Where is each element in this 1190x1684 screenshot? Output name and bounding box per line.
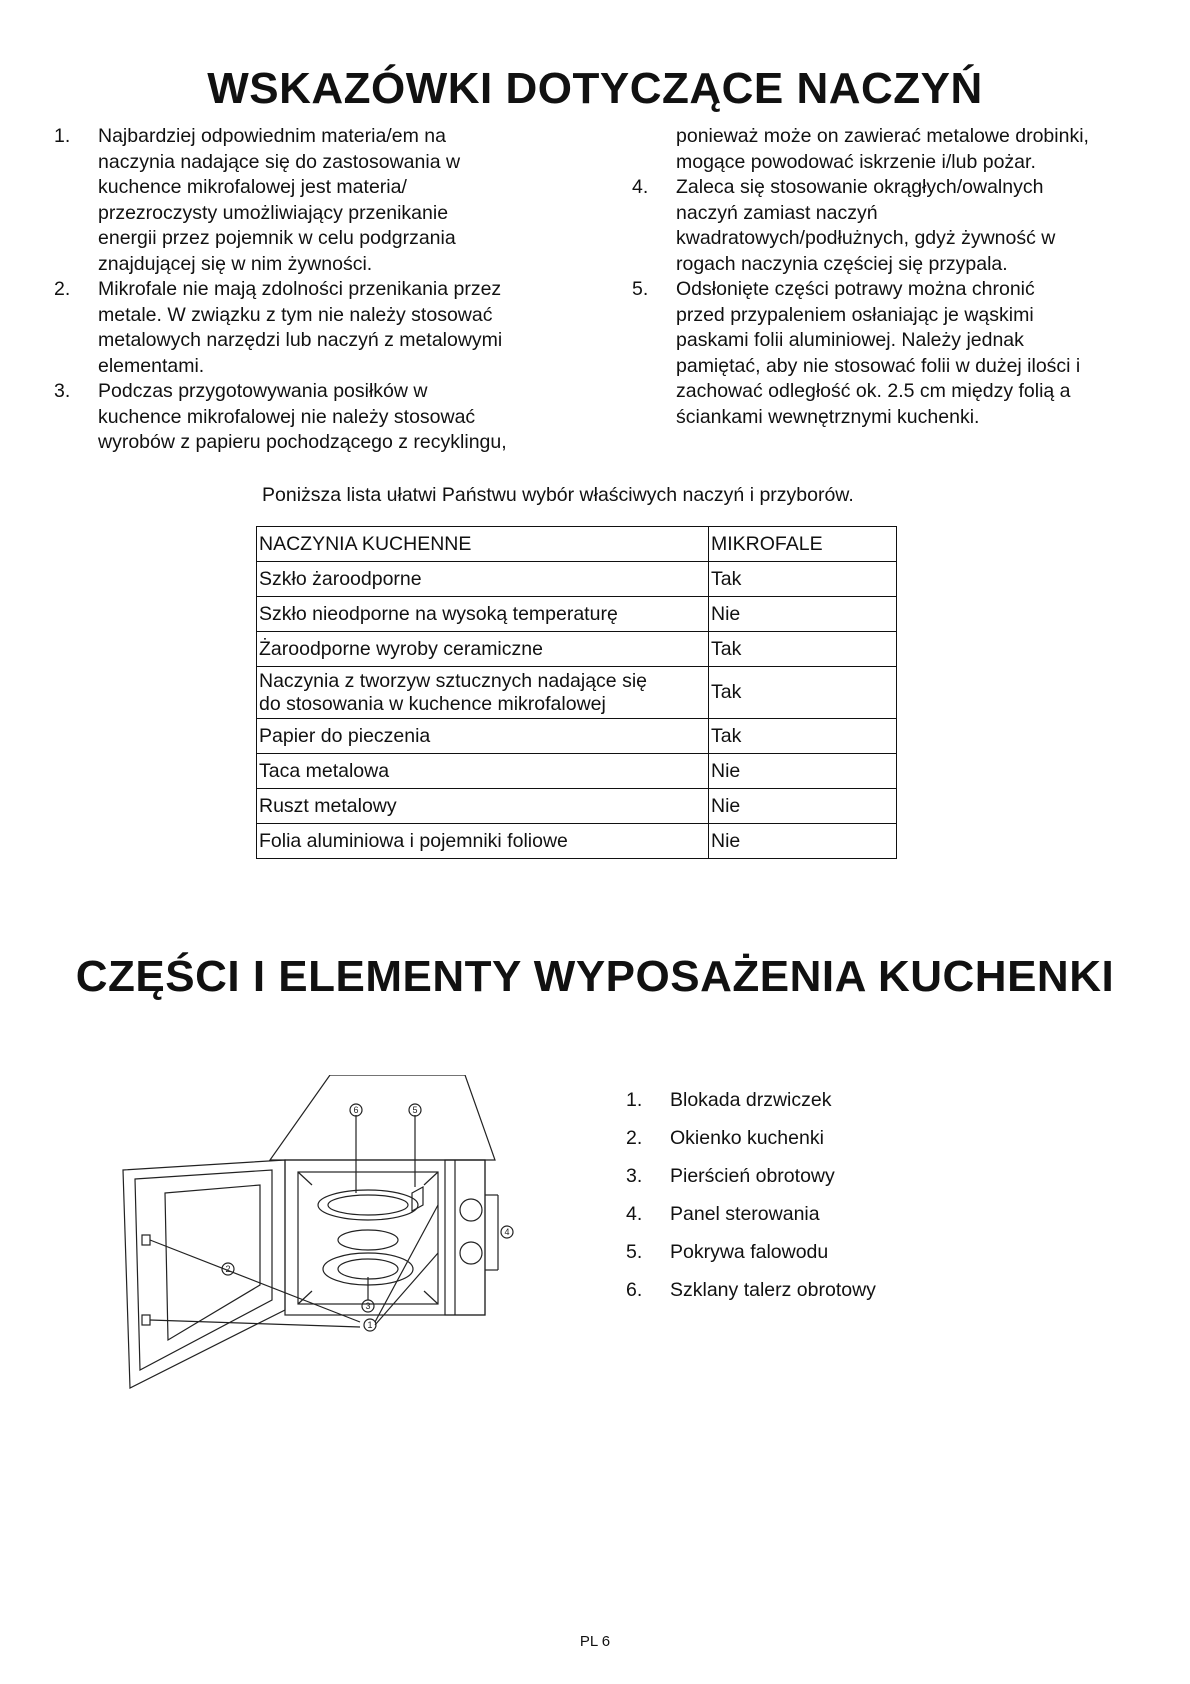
marker-label-1: 1 xyxy=(367,1320,373,1330)
cookware-line: Szkło żaroodporne xyxy=(259,567,422,590)
instruction-line: zachować odległość ok. 2.5 cm między folią a xyxy=(676,380,1071,402)
instruction-line: rogach naczynia częściej się przypala. xyxy=(676,252,1008,275)
cookware-table xyxy=(256,526,897,859)
microwave-diagram xyxy=(120,1075,590,1395)
instruction-line: przezroczysty umożliwiający przenikanie xyxy=(98,201,449,224)
microwave-top xyxy=(270,1075,495,1160)
instruction-line: wyrobów z papieru pochodzącego z recyklingu, xyxy=(98,431,507,453)
cookware-line: Szkło nieodporne na wysoką temperaturę xyxy=(259,602,618,625)
item-number: 3. xyxy=(54,380,71,402)
section-title-parts: CZĘŚCI I ELEMENTY WYPOSAŻENIA KUCHENKI xyxy=(75,952,1115,1001)
instruction-item xyxy=(54,277,574,379)
part-number: 4. xyxy=(626,1203,643,1225)
instruction-line: kuchence mikrofalowej nie należy stosować xyxy=(98,405,476,428)
part-number: 3. xyxy=(626,1165,643,1187)
header-cookware: NACZYNIA KUCHENNE xyxy=(257,527,709,562)
page-number: PL 6 xyxy=(579,1633,611,1650)
marker-label-6: 6 xyxy=(353,1105,359,1115)
control-knob-bottom xyxy=(460,1242,482,1264)
instruction-line: Mikrofale nie mają zdolności przenikania przez xyxy=(98,278,502,300)
table-row xyxy=(257,719,897,754)
cookware-line: Żaroodporne wyroby ceramiczne xyxy=(259,637,543,660)
part-item xyxy=(626,1088,876,1126)
part-label: Pierścień obrotowy xyxy=(670,1165,835,1187)
control-knob-top xyxy=(460,1199,482,1221)
table-row xyxy=(257,667,897,719)
cookware-cell xyxy=(257,719,709,754)
cookware-line: do stosowania w kuchence mikrofalowej xyxy=(259,692,606,715)
microwave-safe-cell: Tak xyxy=(709,667,897,719)
item-number: 2. xyxy=(54,278,71,300)
part-label: Panel sterowania xyxy=(670,1203,820,1225)
item-number: 4. xyxy=(632,176,649,198)
part-number: 1. xyxy=(626,1089,643,1111)
instruction-line: kuchence mikrofalowej jest materia/ xyxy=(98,176,407,198)
instruction-line: naczynia nadające się do zastosowania w xyxy=(98,150,461,173)
item-number: 5. xyxy=(632,278,649,300)
instruction-item xyxy=(54,124,574,277)
instruction-line: ściankami wewnętrznymi kuchenki. xyxy=(676,405,980,428)
instruction-line: energii przez pojemnik w celu podgrzania xyxy=(98,227,456,249)
control-panel xyxy=(445,1160,485,1315)
cookware-line: Ruszt metalowy xyxy=(259,794,397,817)
instruction-line: Zaleca się stosowanie okrągłych/owalnych xyxy=(676,176,1044,198)
cookware-cell xyxy=(257,824,709,859)
part-item xyxy=(626,1164,876,1202)
part-item xyxy=(626,1278,876,1316)
parts-list xyxy=(626,1088,876,1316)
cookware-cell xyxy=(257,667,709,719)
instruction-line: ponieważ może on zawierać metalowe drobinki, xyxy=(676,125,1089,147)
table-row xyxy=(257,824,897,859)
part-number: 6. xyxy=(626,1279,643,1301)
table-row xyxy=(257,789,897,824)
table-row xyxy=(257,632,897,667)
part-label: Blokada drzwiczek xyxy=(670,1089,832,1111)
marker-label-4: 4 xyxy=(504,1227,510,1237)
table-row xyxy=(257,754,897,789)
instruction-line: naczyń zamiast naczyń xyxy=(676,201,878,224)
section-title-cookware: WSKAZÓWKI DOTYCZĄCE NACZYŃ xyxy=(207,64,983,113)
instruction-line: znajdującej się w nim żywności. xyxy=(98,252,373,275)
instruction-line: paskami folii aluminiowej. Należy jednak xyxy=(676,329,1024,351)
microwave-safe-cell: Nie xyxy=(709,754,897,789)
oven-door xyxy=(123,1160,285,1388)
instruction-item xyxy=(632,175,1152,277)
instruction-line: Podczas przygotowywania posiłków w xyxy=(98,380,428,402)
instruction-item xyxy=(632,277,1152,430)
microwave-safe-cell: Tak xyxy=(709,632,897,667)
roller-ring xyxy=(338,1230,398,1250)
instruction-line: kwadratowych/podłużnych, gdyż żywność w xyxy=(676,227,1056,249)
marker-label-3: 3 xyxy=(365,1301,371,1311)
instruction-line: elementami. xyxy=(98,354,205,377)
cookware-line: Folia aluminiowa i pojemniki foliowe xyxy=(259,829,568,852)
part-label: Okienko kuchenki xyxy=(670,1127,824,1149)
cookware-cell xyxy=(257,789,709,824)
part-number: 5. xyxy=(626,1241,643,1263)
table-intro: Poniższa lista ułatwi Państwu wybór właściwych naczyń i przyborów. xyxy=(262,484,854,506)
instructions-left-column xyxy=(54,124,574,456)
microwave-safe-cell: Nie xyxy=(709,597,897,632)
cookware-line: Papier do pieczenia xyxy=(259,724,431,747)
microwave-safe-cell: Tak xyxy=(709,562,897,597)
cookware-cell xyxy=(257,632,709,667)
instructions-right-column xyxy=(632,124,1152,430)
part-number: 2. xyxy=(626,1127,643,1149)
part-item xyxy=(626,1202,876,1240)
instruction-line: metalowych narzędzi lub naczyń z metalowymi xyxy=(98,329,503,351)
cookware-cell xyxy=(257,562,709,597)
part-label: Szklany talerz obrotowy xyxy=(670,1279,876,1301)
instruction-item xyxy=(632,124,1152,175)
instruction-item xyxy=(54,379,574,456)
marker-label-5: 5 xyxy=(412,1105,418,1115)
instruction-line: przed przypaleniem osłaniając je wąskimi xyxy=(676,303,1034,326)
item-number: 1. xyxy=(54,125,71,147)
marker-label-2: 2 xyxy=(225,1264,231,1274)
microwave-safe-cell: Nie xyxy=(709,789,897,824)
header-microwave: MIKROFALE xyxy=(709,527,897,562)
table-row xyxy=(257,562,897,597)
table-row xyxy=(257,597,897,632)
microwave-safe-cell: Nie xyxy=(709,824,897,859)
instruction-line: metale. W związku z tym nie należy stosować xyxy=(98,303,493,326)
table-header-row xyxy=(257,527,897,562)
door-window xyxy=(165,1185,260,1340)
part-label: Pokrywa falowodu xyxy=(670,1241,829,1263)
cookware-line: Taca metalowa xyxy=(259,759,390,782)
cookware-line: Naczynia z tworzyw sztucznych nadające się xyxy=(259,669,647,692)
microwave-safe-cell: Tak xyxy=(709,719,897,754)
part-item xyxy=(626,1126,876,1164)
cookware-cell xyxy=(257,754,709,789)
instruction-line: Najbardziej odpowiednim materia/em na xyxy=(98,125,446,147)
instruction-line: pamiętać, aby nie stosować folii w dużej ilości i xyxy=(676,354,1081,377)
instruction-line: Odsłonięte części potrawy można chronić xyxy=(676,278,1035,300)
instruction-line: mogące powodować iskrzenie i/lub pożar. xyxy=(676,150,1036,173)
part-item xyxy=(626,1240,876,1278)
cookware-cell xyxy=(257,597,709,632)
